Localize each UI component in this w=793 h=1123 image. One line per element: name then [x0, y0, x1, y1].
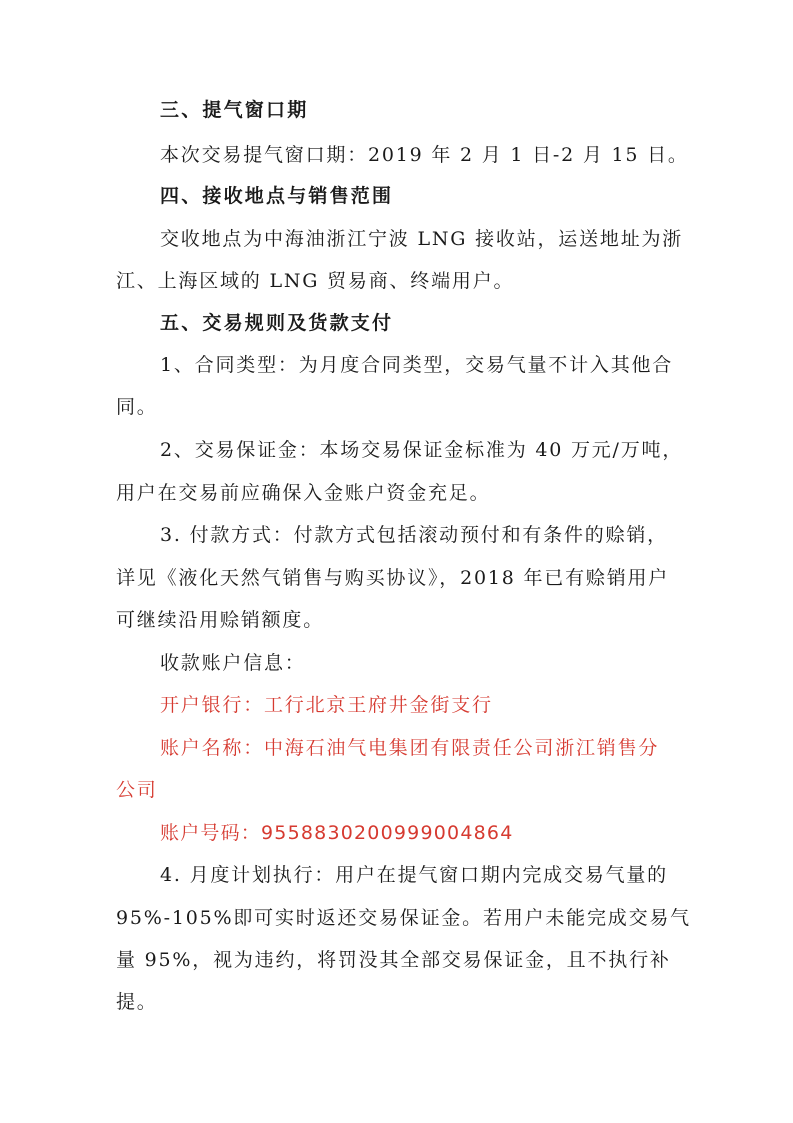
account-info-label: 收款账户信息： [160, 652, 306, 674]
bank-name: 开户银行：工行北京王府井金街支行 [160, 694, 493, 716]
item-2-line-1: 2、交易保证金：本场交易保证金标准为 40 万元/万吨， [160, 439, 684, 461]
item-4-line-2: 95%-105%即可实时返还交易保证金。若用户未能完成交易气 [116, 907, 691, 929]
item-3-line-1: 3. 付款方式：付款方式包括滚动预付和有条件的赊销， [160, 524, 668, 546]
section-4-body-line-1: 交收地点为中海油浙江宁波 LNG 接收站，运送地址为浙 [160, 228, 684, 250]
item-4-line-1: 4. 月度计划执行：用户在提气窗口期内完成交易气量的 [160, 864, 668, 886]
account-number: 账户号码：9558830200999004864 [160, 822, 514, 844]
item-1-line-2: 同。 [116, 396, 158, 418]
item-1-line-1: 1、合同类型：为月度合同类型，交易气量不计入其他合 [160, 354, 674, 376]
section-3-heading: 三、提气窗口期 [160, 99, 309, 121]
account-name-line-2: 公司 [116, 779, 158, 801]
account-name-line-1: 账户名称：中海石油气电集团有限责任公司浙江销售分 [160, 737, 660, 759]
section-4-body-line-2: 江、上海区域的 LNG 贸易商、终端用户。 [116, 270, 515, 292]
item-4-line-3: 量 95%，视为违约，将罚没其全部交易保证金，且不执行补 [116, 949, 671, 971]
item-4-line-4: 提。 [116, 991, 158, 1013]
item-3-line-3: 可继续沿用赊销额度。 [116, 609, 325, 631]
section-5-heading: 五、交易规则及货款支付 [160, 312, 394, 334]
section-4-heading: 四、接收地点与销售范围 [160, 185, 394, 207]
item-2-line-2: 用户在交易前应确保入金账户资金充足。 [116, 482, 491, 504]
item-3-line-2: 详见《液化天然气销售与购买协议》，2018 年已有赊销用户 [116, 567, 670, 589]
section-3-body: 本次交易提气窗口期：2019 年 2 月 1 日-2 月 15 日。 [160, 144, 689, 166]
